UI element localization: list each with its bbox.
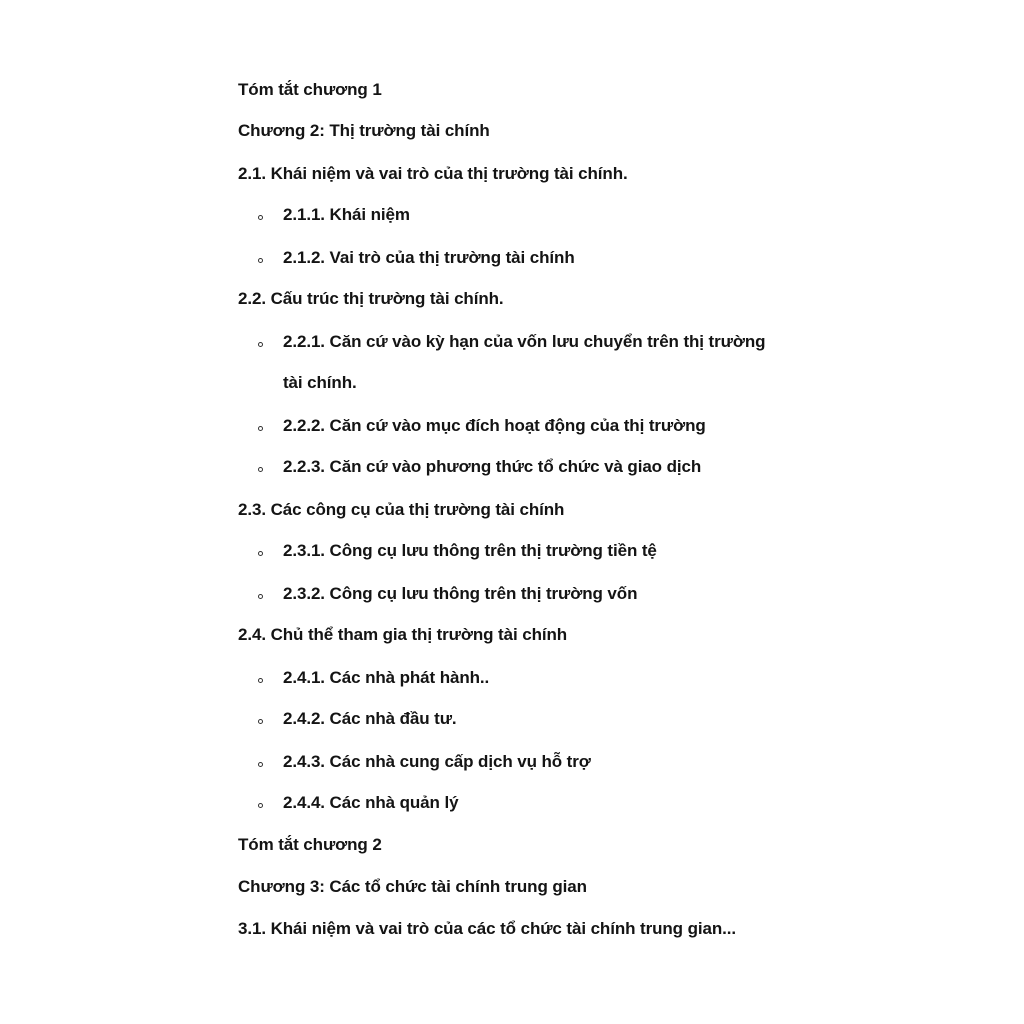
toc-subsection-2-3-2: 2.3.2. Công cụ lưu thông trên thị trường vốn	[283, 584, 638, 603]
toc-subsection-2-2-3: 2.2.3. Căn cứ vào phương thức tổ chức và giao dịch	[283, 457, 702, 476]
toc-subsection-2-4-1: 2.4.1. Các nhà phát hành..	[283, 668, 490, 687]
toc-section-2-1: 2.1. Khái niệm và vai trò của thị trường tài chính.	[238, 164, 628, 183]
toc-section-2-4: 2.4. Chủ thể tham gia thị trường tài chính	[238, 625, 568, 644]
toc-heading-chapter1-summary: Tóm tắt chương 1	[238, 80, 382, 99]
bullet-icon	[258, 803, 263, 808]
bullet-icon	[258, 551, 263, 556]
toc-subsection-2-3-1: 2.3.1. Công cụ lưu thông trên thị trường tiền tệ	[283, 541, 657, 560]
toc-section-2-2: 2.2. Cấu trúc thị trường tài chính.	[238, 289, 504, 308]
toc-section-3-1: 3.1. Khái niệm và vai trò của các tổ chức tài chính trung gian...	[238, 919, 736, 938]
toc-subsection-2-4-4: 2.4.4. Các nhà quản lý	[283, 793, 459, 812]
toc-subsection-2-2-1-continued: tài chính.	[283, 373, 357, 392]
toc-subsection-2-1-1: 2.1.1. Khái niệm	[283, 205, 410, 224]
bullet-icon	[258, 215, 263, 220]
bullet-icon	[258, 426, 263, 431]
bullet-icon	[258, 678, 263, 683]
toc-heading-chapter3: Chương 3: Các tổ chức tài chính trung gian	[238, 877, 587, 896]
bullet-icon	[258, 594, 263, 599]
bullet-icon	[258, 258, 263, 263]
toc-subsection-2-2-2: 2.2.2. Căn cứ vào mục đích hoạt động của thị trường	[283, 416, 706, 435]
bullet-icon	[258, 467, 263, 472]
bullet-icon	[258, 719, 263, 724]
toc-subsection-2-1-2: 2.1.2. Vai trò của thị trường tài chính	[283, 248, 575, 267]
toc-section-2-3: 2.3. Các công cụ của thị trường tài chính	[238, 500, 565, 519]
toc-subsection-2-2-1: 2.2.1. Căn cứ vào kỳ hạn của vốn lưu chuyển trên thị trường	[283, 332, 766, 351]
toc-heading-chapter2: Chương 2: Thị trường tài chính	[238, 121, 490, 140]
bullet-icon	[258, 762, 263, 767]
toc-heading-chapter2-summary: Tóm tắt chương 2	[238, 835, 382, 854]
toc-subsection-2-4-2: 2.4.2. Các nhà đầu tư.	[283, 709, 457, 728]
toc-subsection-2-4-3: 2.4.3. Các nhà cung cấp dịch vụ hỗ trợ	[283, 752, 591, 771]
bullet-icon	[258, 342, 263, 347]
